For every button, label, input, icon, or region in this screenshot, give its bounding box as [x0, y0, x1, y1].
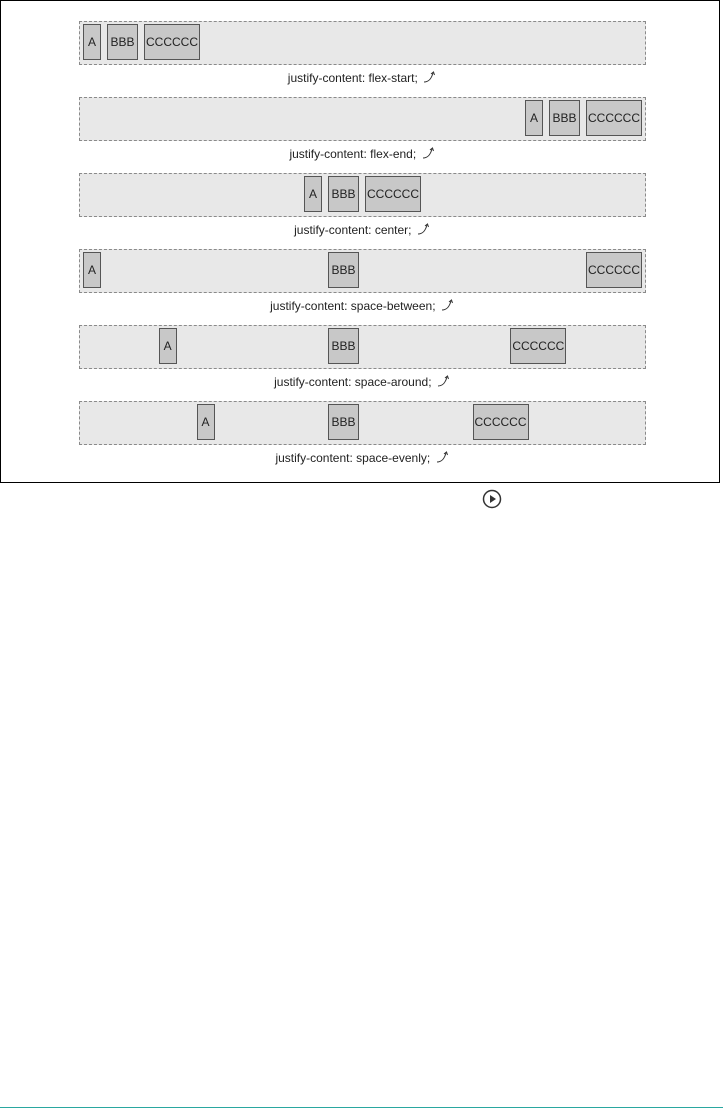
flex-item-a: A: [304, 176, 322, 212]
curved-arrow-icon: [417, 222, 431, 236]
flex-item-c: CCCCCC: [510, 328, 566, 364]
example-caption: [79, 373, 646, 391]
caption-text: justify-content: space-evenly;: [275, 451, 431, 465]
flex-container: [79, 97, 646, 141]
flex-item-c: CCCCCC: [365, 176, 421, 212]
example-flex-end: [79, 97, 646, 167]
caption-text: justify-content: center;: [294, 223, 412, 237]
flex-item-b: BBB: [549, 100, 580, 136]
curved-arrow-icon: [423, 70, 437, 84]
curved-arrow-icon: [441, 298, 455, 312]
flex-item-b: BBB: [328, 252, 359, 288]
caption-text: justify-content: flex-end;: [289, 147, 417, 161]
flex-item-b: BBB: [328, 328, 359, 364]
flex-item-c: CCCCCC: [586, 252, 642, 288]
flex-item-a: A: [197, 404, 215, 440]
flex-container: [79, 401, 646, 445]
curved-arrow-icon: [422, 146, 436, 160]
example-caption: [79, 145, 646, 163]
curved-arrow-icon: [437, 374, 451, 388]
flex-container: [79, 173, 646, 217]
flex-container: [79, 21, 646, 65]
flex-item-b: BBB: [328, 176, 359, 212]
example-flex-start: [79, 21, 646, 91]
flex-container: [79, 325, 646, 369]
curved-arrow-icon: [436, 450, 450, 464]
example-space-between: [79, 249, 646, 319]
bottom-rule: [0, 1107, 723, 1108]
example-space-evenly: [79, 401, 646, 471]
flex-item-b: BBB: [328, 404, 359, 440]
flex-item-a: A: [83, 24, 101, 60]
caption-text: justify-content: space-between;: [270, 299, 436, 313]
flex-item-c: CCCCCC: [586, 100, 642, 136]
example-caption: [79, 221, 646, 239]
caption-text: justify-content: flex-start;: [287, 71, 418, 85]
caption-text: justify-content: space-around;: [274, 375, 432, 389]
flex-item-a: A: [83, 252, 101, 288]
flex-container: [79, 249, 646, 293]
flex-item-b: BBB: [107, 24, 138, 60]
example-caption: [79, 297, 646, 315]
example-space-around: [79, 325, 646, 395]
flex-item-a: A: [159, 328, 177, 364]
play-circle-icon[interactable]: [482, 489, 502, 509]
flex-item-c: CCCCCC: [144, 24, 200, 60]
figure-frame: [0, 0, 720, 483]
example-center: [79, 173, 646, 243]
flex-item-c: CCCCCC: [473, 404, 529, 440]
flex-item-a: A: [525, 100, 543, 136]
example-caption: [79, 69, 646, 87]
example-caption: [79, 449, 646, 467]
